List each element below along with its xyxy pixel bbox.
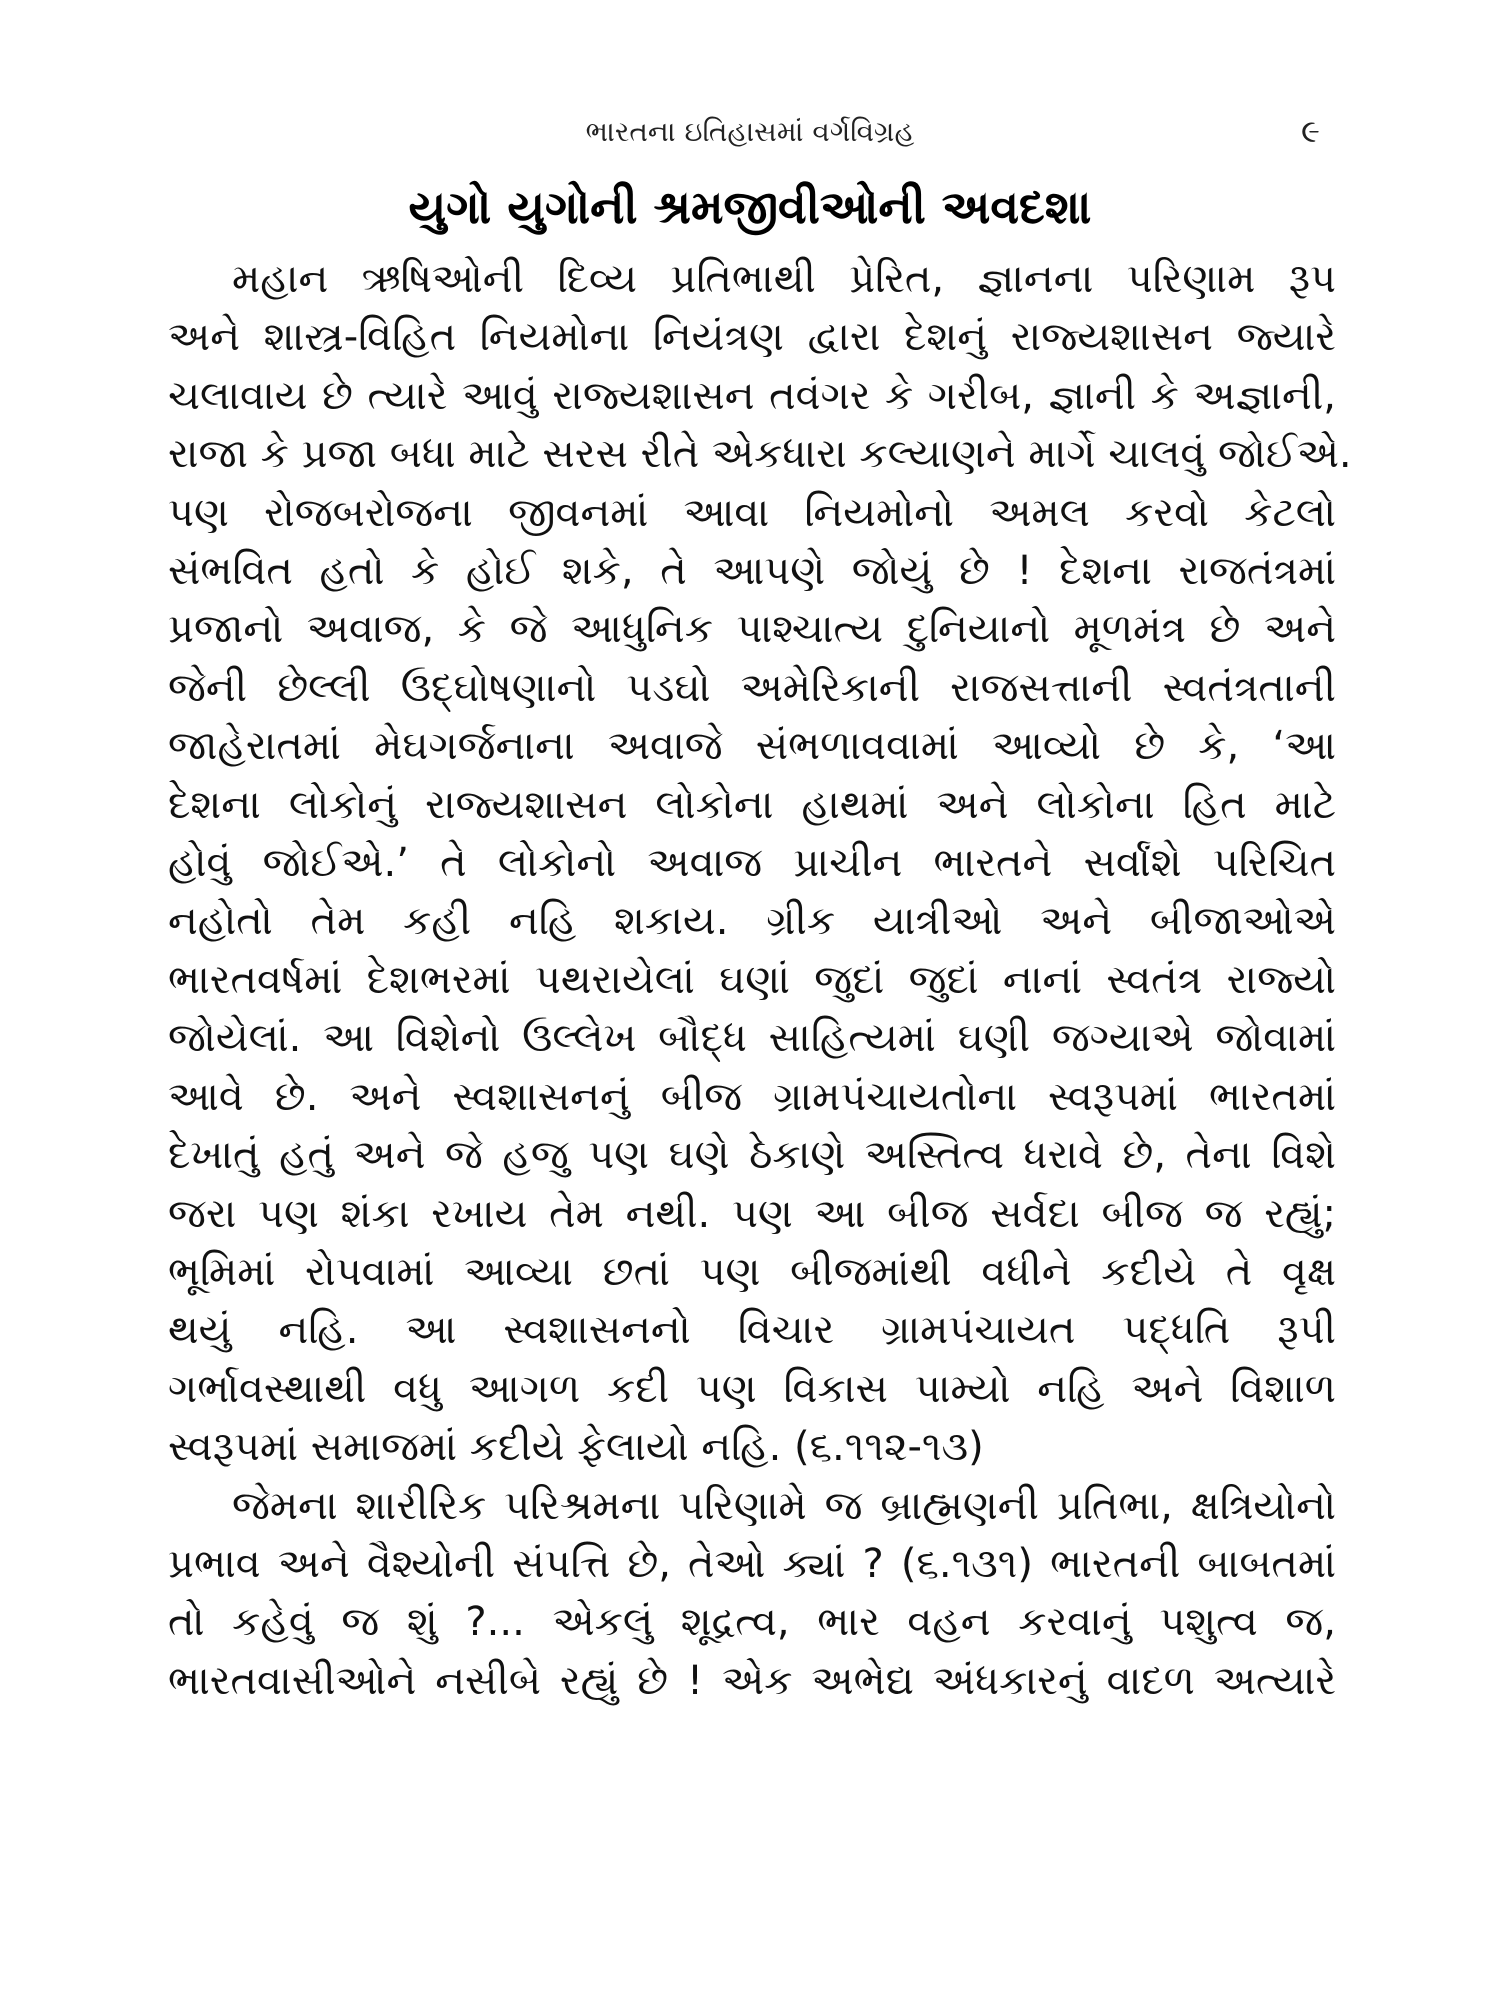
text-line: સ્વરૂપમાં સમાજમાં કદીયે ફેલાયો નહિ. (૬.૧૧૨-૧૩) <box>168 1424 984 1471</box>
text-line: જોયેલાં. આ વિશેનો ઉલ્લેખ બૌદ્ધ સાહિત્યમાં ઘણી જગ્યાએ જોવામાં <box>168 1015 1336 1062</box>
text-line: સંભવિત હતો કે હોઈ શકે, તે આપણે જોયું છે ! દેશના રાજતંત્રમાં <box>168 548 1336 595</box>
text-line: દેશના લોકોનું રાજ્યશાસન લોકોના હાથમાં અને લોકોના હિત માટે <box>168 781 1336 828</box>
text-line: જરા પણ શંકા રખાય તેમ નથી. પણ આ બીજ સર્વદા બીજ જ રહ્યું; <box>168 1190 1336 1237</box>
body-text <box>168 250 1352 1710</box>
text-line: પ્રભાવ અને વૈશ્યોની સંપત્તિ છે, તેઓ ક્યાં ? (૬.૧૩૧) ભારતની બાબતમાં <box>168 1540 1336 1587</box>
text-line: ભારતવર્ષમાં દેશભરમાં પથરાયેલાં ઘણાં જુદાં જુદાં નાનાં સ્વતંત્ર રાજ્યો <box>168 956 1336 1003</box>
text-line: જાહેરાતમાં મેઘગર્જનાના અવાજે સંભળાવવામાં આવ્યો છે કે, ‘આ <box>168 723 1336 770</box>
paragraph-2 <box>168 1477 1336 1711</box>
text-line: પ્રજાનો અવાજ, કે જે આધુનિક પાશ્ચાત્ય દુનિયાનો મૂળમંત્ર છે અને <box>168 606 1336 653</box>
text-line: હોવું જોઈએ.’ તે લોકોનો અવાજ પ્રાચીન ભારતને સર્વાંશે પરિચિત <box>168 840 1336 887</box>
text-line: ભૂમિમાં રોપવામાં આવ્યા છતાં પણ બીજમાંથી વધીને કદીયે તે વૃક્ષ <box>168 1248 1336 1295</box>
text-line: તો કહેવું જ શું ?... એકલું શૂદ્રત્વ, ભાર વહન કરવાનું પશુત્વ જ, <box>168 1599 1336 1646</box>
text-line: પણ રોજબરોજના જીવનમાં આવા નિયમોનો અમલ કરવો કેટલો <box>168 489 1336 536</box>
text-line: મહાન ઋષિઓની દિવ્ય પ્રતિભાથી પ્રેરિત, જ્ઞાનના પરિણામ રૂપ <box>232 256 1336 302</box>
paragraph-1 <box>168 250 1352 1477</box>
text-line: જેમના શારીરિક પરિશ્રમના પરિણામે જ બ્રાહ્મણની પ્રતિભા, ક્ષત્રિયોનો <box>232 1482 1336 1529</box>
text-line: ચલાવાય છે ત્યારે આવું રાજ્યશાસન તવંગર કે ગરીબ, જ્ઞાની કે અજ્ઞાની, <box>168 372 1336 419</box>
text-line: રાજા કે પ્રજા બધા માટે સરસ રીતે એકધારા કલ્યાણને માર્ગે ચાલવું જોઈએ. <box>168 431 1352 478</box>
text-line: નહોતો તેમ કહી નહિ શકાય. ગ્રીક યાત્રીઓ અને બીજાઓએ <box>168 898 1336 945</box>
page-number: ૯ <box>1301 112 1320 150</box>
running-header-title: ભારતના ઇતિહાસમાં વર્ગવિગ્રહ <box>585 115 915 148</box>
text-line: અને શાસ્ત્ર-વિહિત નિયમોના નિયંત્રણ દ્વારા દેશનું રાજ્યશાસન જ્યારે <box>168 314 1336 361</box>
text-line: દેખાતું હતું અને જે હજુ પણ ઘણે ઠેકાણે અસ્તિત્વ ધરાવે છે, તેના વિશે <box>168 1132 1336 1179</box>
text-line: ગર્ભાવસ્થાથી વધુ આગળ કદી પણ વિકાસ પામ્યો નહિ અને વિશાળ <box>168 1365 1336 1412</box>
text-line: ભારતવાસીઓને નસીબે રહ્યું છે ! એક અભેદ્ય અંધકારનું વાદળ અત્યારે <box>168 1657 1336 1704</box>
text-line: જેની છેલ્લી ઉદ્ઘોષણાનો પડઘો અમેરિકાની રાજસત્તાની સ્વતંત્રતાની <box>168 664 1336 711</box>
text-line: આવે છે. અને સ્વશાસનનું બીજ ગ્રામપંચાયતોના સ્વરૂપમાં ભારતમાં <box>168 1073 1336 1120</box>
text-line: થયું નહિ. આ સ્વશાસનનો વિચાર ગ્રામપંચાયત પદ્ધતિ રૂપી <box>168 1307 1336 1354</box>
chapter-title: યુગો યુગોની શ્રમજીવીઓની અવદશા <box>408 180 1092 234</box>
